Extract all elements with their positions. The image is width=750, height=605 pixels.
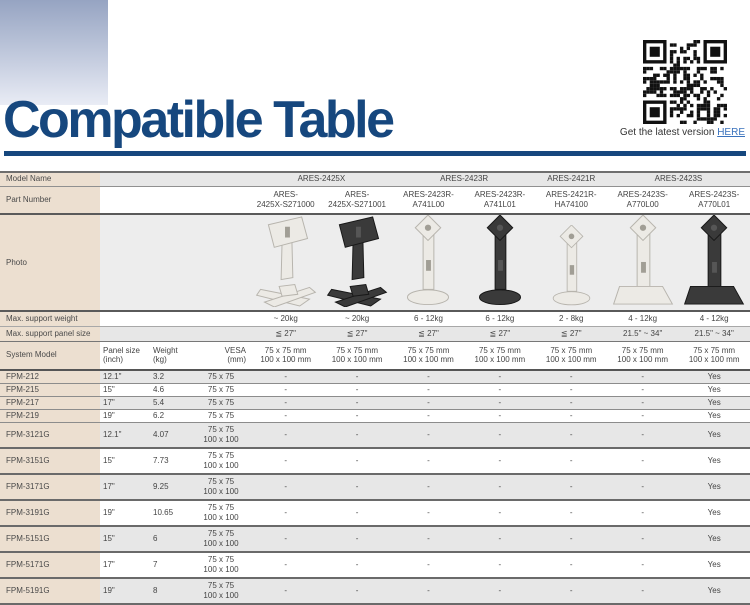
part-number-cell: ARES-2423R- A741L01 xyxy=(464,186,535,214)
compat-cell: - xyxy=(464,370,535,383)
system-model-row xyxy=(0,383,750,396)
panel-size-cell: 17" xyxy=(100,474,150,500)
stand-photo xyxy=(325,215,389,307)
vesa-cell: 75 x 75 100 x 100 xyxy=(192,552,250,578)
compat-cell: - xyxy=(250,422,321,448)
compat-cell: Yes xyxy=(678,396,750,409)
spec-header-cell: Panel size (inch) xyxy=(100,341,150,370)
compat-cell: - xyxy=(607,500,678,526)
max-weight-cell: 4 - 12kg xyxy=(678,311,750,326)
photo-cell xyxy=(607,214,678,311)
system-model-cell: FPM-5151G xyxy=(0,526,100,552)
part-number-cell: ARES-2423S- A770L00 xyxy=(607,186,678,214)
spec-header-cell: VESA (mm) xyxy=(192,341,250,370)
compat-cell: - xyxy=(607,396,678,409)
compat-cell: - xyxy=(536,409,607,422)
compat-cell: - xyxy=(607,370,678,383)
model-name-cell: ARES-2423R xyxy=(393,172,536,186)
max-panel-size-cell: ≦ 27" xyxy=(321,326,392,341)
vesa-cell: 75 x 75 100 x 100 xyxy=(192,578,250,604)
system-model-cell: FPM-3171G xyxy=(0,474,100,500)
system-model-cell: FPM-219 xyxy=(0,409,100,422)
system-model-cell: FPM-217 xyxy=(0,396,100,409)
model-name-cell: ARES-2423S xyxy=(607,172,750,186)
vesa-support-cell: 75 x 75 mm 100 x 100 mm xyxy=(464,341,535,370)
row-label-max-weight: Max. support weight xyxy=(0,311,100,326)
system-model-row xyxy=(0,396,750,409)
stand-photo xyxy=(396,215,460,307)
part-number-cell: ARES- 2425X-S271000 xyxy=(250,186,321,214)
weight-cell: 4.6 xyxy=(150,383,192,396)
panel-size-cell: 12.1" xyxy=(100,422,150,448)
compat-cell: - xyxy=(321,526,392,552)
vesa-support-cell: 75 x 75 mm 100 x 100 mm xyxy=(393,341,464,370)
compat-cell: - xyxy=(250,396,321,409)
panel-size-cell: 15" xyxy=(100,383,150,396)
compat-cell: - xyxy=(250,383,321,396)
max-weight-cell: ~ 20kg xyxy=(321,311,392,326)
compat-cell: Yes xyxy=(678,370,750,383)
gradient-decoration xyxy=(0,0,108,105)
compat-cell: - xyxy=(607,578,678,604)
part-number-cell: ARES-2423R- A741L00 xyxy=(393,186,464,214)
weight-cell: 9.25 xyxy=(150,474,192,500)
weight-cell: 6.2 xyxy=(150,409,192,422)
compat-cell: - xyxy=(607,552,678,578)
here-link[interactable]: HERE xyxy=(717,127,745,138)
compat-cell: - xyxy=(536,370,607,383)
compat-cell: - xyxy=(250,500,321,526)
row-label-model-name: Model Name xyxy=(0,172,100,186)
compat-cell: - xyxy=(393,370,464,383)
vesa-support-cell: 75 x 75 mm 100 x 100 mm xyxy=(607,341,678,370)
system-model-cell: FPM-5191G xyxy=(0,578,100,604)
compat-cell: - xyxy=(321,370,392,383)
weight-cell: 3.2 xyxy=(150,370,192,383)
spacer-cell xyxy=(100,172,250,186)
compat-cell: - xyxy=(464,500,535,526)
spacer-cell xyxy=(100,311,250,326)
stand-photo xyxy=(611,215,675,307)
vesa-support-cell: 75 x 75 mm 100 x 100 mm xyxy=(678,341,750,370)
compat-cell: - xyxy=(464,422,535,448)
compat-cell: Yes xyxy=(678,422,750,448)
max-weight-cell: 6 - 12kg xyxy=(393,311,464,326)
system-model-row xyxy=(0,552,750,578)
compat-cell: Yes xyxy=(678,552,750,578)
compat-cell: Yes xyxy=(678,383,750,396)
stand-photo xyxy=(543,225,600,307)
vesa-cell: 75 x 75 100 x 100 xyxy=(192,526,250,552)
compat-cell: - xyxy=(393,409,464,422)
compat-cell: - xyxy=(464,409,535,422)
compat-cell: - xyxy=(393,422,464,448)
compat-cell: - xyxy=(607,526,678,552)
compat-cell: - xyxy=(464,526,535,552)
photo-cell xyxy=(536,214,607,311)
compat-cell: - xyxy=(393,526,464,552)
compat-cell: - xyxy=(464,448,535,474)
system-model-row xyxy=(0,474,750,500)
compat-cell: - xyxy=(321,500,392,526)
vesa-cell: 75 x 75 100 x 100 xyxy=(192,448,250,474)
compat-cell: Yes xyxy=(678,578,750,604)
system-model-row xyxy=(0,448,750,474)
compat-cell: - xyxy=(464,474,535,500)
max-weight-cell: 6 - 12kg xyxy=(464,311,535,326)
system-model-cell: FPM-215 xyxy=(0,383,100,396)
compat-cell: Yes xyxy=(678,448,750,474)
panel-size-cell: 15" xyxy=(100,526,150,552)
compat-cell: - xyxy=(250,409,321,422)
panel-size-cell: 17" xyxy=(100,396,150,409)
compat-cell: - xyxy=(536,500,607,526)
photo-cell xyxy=(464,214,535,311)
qr-caption-text: Get the latest version xyxy=(619,127,718,138)
system-model-row xyxy=(0,526,750,552)
system-model-row xyxy=(0,409,750,422)
title-divider xyxy=(4,151,746,156)
photo-cell xyxy=(678,214,750,311)
compat-cell: - xyxy=(393,383,464,396)
stand-photo xyxy=(682,215,746,307)
compat-cell: Yes xyxy=(678,474,750,500)
compat-cell: - xyxy=(250,448,321,474)
system-model-row xyxy=(0,578,750,604)
compat-cell: - xyxy=(393,396,464,409)
weight-cell: 7 xyxy=(150,552,192,578)
compatibility-table xyxy=(0,171,750,605)
system-model-cell: FPM-3191G xyxy=(0,500,100,526)
model-name-cell: ARES-2425X xyxy=(250,172,393,186)
compat-cell: - xyxy=(250,474,321,500)
compat-cell: - xyxy=(464,552,535,578)
weight-cell: 8 xyxy=(150,578,192,604)
max-panel-size-cell: 21.5" ~ 34" xyxy=(607,326,678,341)
spec-header-cell: Weight (kg) xyxy=(150,341,192,370)
system-model-row xyxy=(0,422,750,448)
compat-cell: - xyxy=(536,526,607,552)
part-number-cell: ARES- 2425X-S271001 xyxy=(321,186,392,214)
vesa-support-cell: 75 x 75 mm 100 x 100 mm xyxy=(250,341,321,370)
weight-cell: 5.4 xyxy=(150,396,192,409)
compat-cell: - xyxy=(321,578,392,604)
compat-cell: - xyxy=(607,422,678,448)
system-model-cell: FPM-212 xyxy=(0,370,100,383)
max-panel-size-cell: ≦ 27" xyxy=(536,326,607,341)
compat-cell: - xyxy=(321,474,392,500)
panel-size-cell: 12.1" xyxy=(100,370,150,383)
weight-cell: 4.07 xyxy=(150,422,192,448)
model-name-cell: ARES-2421R xyxy=(536,172,607,186)
compat-cell: - xyxy=(536,552,607,578)
panel-size-cell: 19" xyxy=(100,500,150,526)
compat-cell: - xyxy=(321,422,392,448)
compat-cell: Yes xyxy=(678,500,750,526)
vesa-cell: 75 x 75 xyxy=(192,396,250,409)
vesa-cell: 75 x 75 100 x 100 xyxy=(192,422,250,448)
spacer-cell xyxy=(100,214,250,311)
panel-size-cell: 15" xyxy=(100,448,150,474)
max-panel-size-cell: 21.5" ~ 34" xyxy=(678,326,750,341)
compat-cell: - xyxy=(536,422,607,448)
part-number-cell: ARES-2421R- HA74100 xyxy=(536,186,607,214)
vesa-cell: 75 x 75 xyxy=(192,383,250,396)
stand-photo xyxy=(254,215,318,307)
max-weight-cell: ~ 20kg xyxy=(250,311,321,326)
compat-cell: - xyxy=(250,578,321,604)
qr-code xyxy=(643,40,727,124)
vesa-support-cell: 75 x 75 mm 100 x 100 mm xyxy=(321,341,392,370)
weight-cell: 7.73 xyxy=(150,448,192,474)
compat-cell: - xyxy=(536,383,607,396)
compat-cell: - xyxy=(321,383,392,396)
compat-cell: - xyxy=(321,552,392,578)
compat-cell: - xyxy=(321,409,392,422)
system-model-cell: FPM-5171G xyxy=(0,552,100,578)
panel-size-cell: 19" xyxy=(100,409,150,422)
compat-cell: Yes xyxy=(678,526,750,552)
system-model-row xyxy=(0,370,750,383)
compat-cell: - xyxy=(250,370,321,383)
compat-cell: - xyxy=(607,474,678,500)
compat-cell: - xyxy=(393,500,464,526)
spacer-cell xyxy=(100,186,250,214)
compat-cell: Yes xyxy=(678,409,750,422)
compat-cell: - xyxy=(464,578,535,604)
vesa-cell: 75 x 75 xyxy=(192,409,250,422)
vesa-support-cell: 75 x 75 mm 100 x 100 mm xyxy=(536,341,607,370)
system-model-row xyxy=(0,500,750,526)
system-model-cell: FPM-3151G xyxy=(0,448,100,474)
compat-cell: - xyxy=(464,396,535,409)
compat-cell: - xyxy=(321,448,392,474)
compat-cell: - xyxy=(250,526,321,552)
system-model-cell: FPM-3121G xyxy=(0,422,100,448)
photo-cell xyxy=(393,214,464,311)
compat-cell: - xyxy=(393,448,464,474)
compat-cell: - xyxy=(607,409,678,422)
max-weight-cell: 4 - 12kg xyxy=(607,311,678,326)
max-panel-size-cell: ≦ 27" xyxy=(250,326,321,341)
compat-cell: - xyxy=(607,448,678,474)
panel-size-cell: 19" xyxy=(100,578,150,604)
weight-cell: 10.65 xyxy=(150,500,192,526)
compat-cell: - xyxy=(536,474,607,500)
max-weight-cell: 2 - 8kg xyxy=(536,311,607,326)
row-label-system-model: System Model xyxy=(0,341,100,370)
part-number-cell: ARES-2423S- A770L01 xyxy=(678,186,750,214)
compat-cell: - xyxy=(536,578,607,604)
panel-size-cell: 17" xyxy=(100,552,150,578)
compat-cell: - xyxy=(393,552,464,578)
max-panel-size-cell: ≦ 27" xyxy=(393,326,464,341)
compat-cell: - xyxy=(536,396,607,409)
vesa-cell: 75 x 75 xyxy=(192,370,250,383)
compat-cell: - xyxy=(607,383,678,396)
photo-cell xyxy=(321,214,392,311)
vesa-cell: 75 x 75 100 x 100 xyxy=(192,474,250,500)
spacer-cell xyxy=(100,326,250,341)
compat-cell: - xyxy=(536,448,607,474)
photo-cell xyxy=(250,214,321,311)
stand-photo xyxy=(468,215,532,307)
compat-cell: - xyxy=(250,552,321,578)
row-label-max-panel-size: Max. support panel size xyxy=(0,326,100,341)
max-panel-size-cell: ≦ 27" xyxy=(464,326,535,341)
compat-cell: - xyxy=(321,396,392,409)
vesa-cell: 75 x 75 100 x 100 xyxy=(192,500,250,526)
compat-cell: - xyxy=(393,578,464,604)
row-label-part-number: Part Number xyxy=(0,186,100,214)
page-title: Compatible Table xyxy=(3,91,393,149)
weight-cell: 6 xyxy=(150,526,192,552)
row-label-photo: Photo xyxy=(0,214,100,311)
compat-cell: - xyxy=(393,474,464,500)
qr-caption xyxy=(620,127,745,138)
compat-cell: - xyxy=(464,383,535,396)
